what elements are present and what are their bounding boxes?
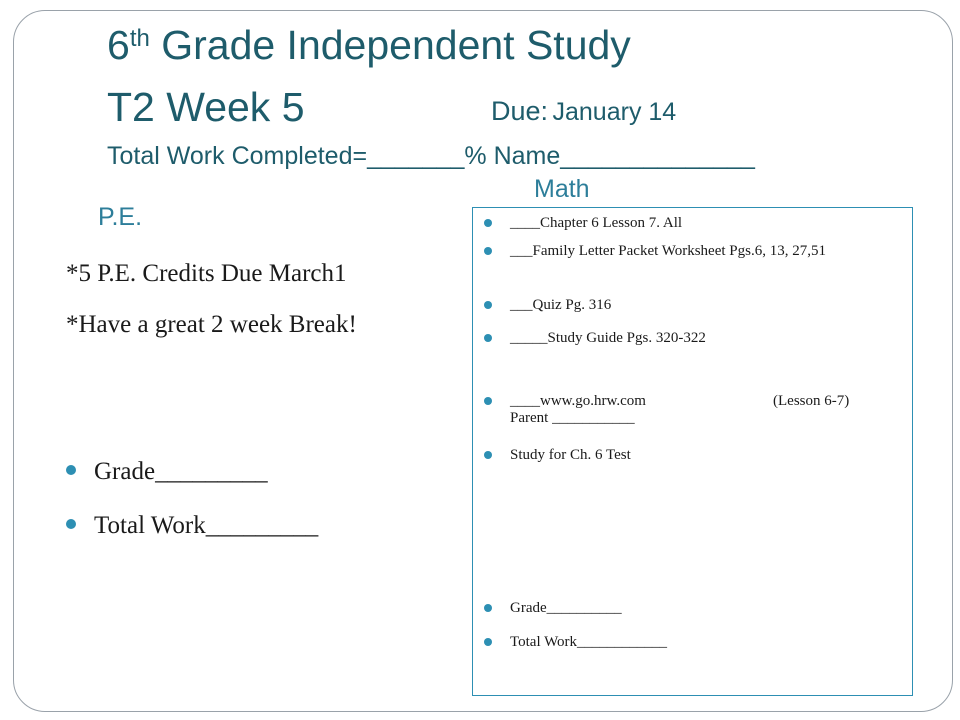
bullet-icon [484,604,492,612]
math-item: ____www.go.hrw.com (Lesson 6-7) Parent ___________ [510,393,905,427]
pe-total-work-item: Total Work_________ [66,512,318,540]
title-superscript: th [129,25,150,52]
math-item: _____Study Guide Pgs. 320-322 [510,330,905,347]
title-line-1: 6th Grade Independent Study [107,22,631,68]
bullet-icon [484,451,492,459]
math-heading: Math [534,175,590,203]
math-item: ___Family Letter Packet Worksheet Pgs.6, 13, 27,51 [510,243,905,260]
due-date: Due: January 14 [491,96,677,126]
title-line-2: T2 Week 5 [107,84,305,130]
math-item: ____Chapter 6 Lesson 7. All [510,215,905,232]
math-item: Study for Ch. 6 Test [510,447,905,464]
bullet-icon [484,219,492,227]
math-item: Total Work____________ [510,634,905,651]
bullet-icon [484,334,492,342]
bullet-icon [66,465,76,475]
bullet-icon [484,638,492,646]
math-item: ___Quiz Pg. 316 [510,297,905,314]
pe-credits-line: *5 P.E. Credits Due March1 [66,260,347,287]
title-line-3: Total Work Completed=_______% Name______________ [107,142,755,170]
pe-break-line: *Have a great 2 week Break! [66,311,357,338]
bullet-icon [484,247,492,255]
bullet-icon [66,519,76,529]
bullet-icon [484,301,492,309]
math-item: Grade__________ [510,600,905,617]
bullet-icon [484,397,492,405]
pe-grade-item: Grade_________ [66,458,268,486]
pe-heading: P.E. [98,203,143,231]
